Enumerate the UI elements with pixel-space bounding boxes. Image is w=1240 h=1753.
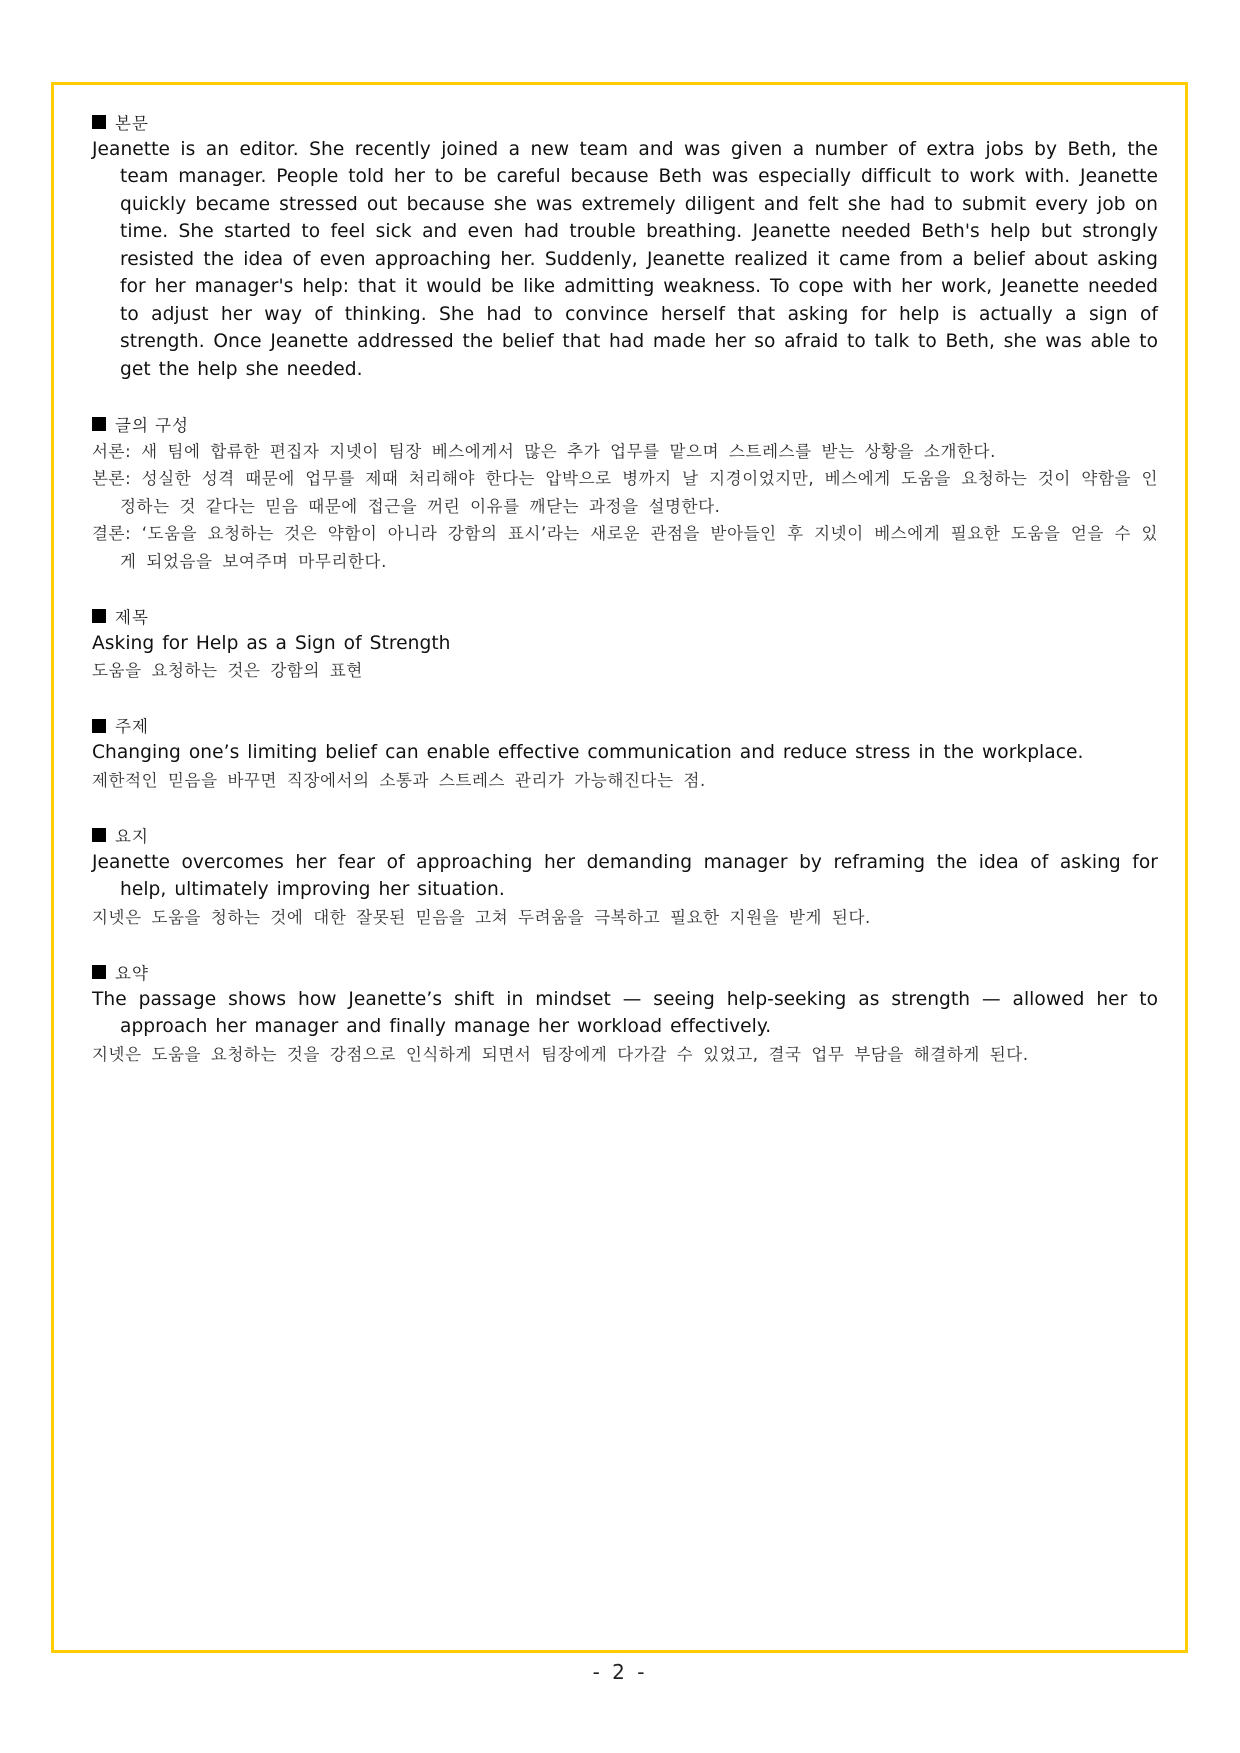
page-number: - 2 - [592,1660,648,1684]
section-heading-label: 요약 [115,963,149,983]
structure-body: 본론: 성실한 성격 때문에 업무를 제때 처리해야 한다는 압박으로 병까지 날 지경이었지만, 베스에게 도움을 요청하는 것이 약함을 인정하는 것 같다는 믿음 때문에 접근을 꺼린 이유를 깨닫는 과정을 설명한다. [92,469,1158,516]
gist-korean: 지넷은 도움을 청하는 것에 대한 잘못된 믿음을 고쳐 두려움을 극복하고 필요한 지원을 받게 된다. [92,907,871,927]
black-square-bullet-icon [92,115,106,129]
title-korean: 도움을 요청하는 것은 강함의 표현 [92,661,363,680]
gist-english: Jeanette overcomes her fear of approaching her demanding manager by reframing the idea of asking for help, ultimately improving her situation. [92,851,1158,900]
section-gist [92,821,1158,931]
section-title [92,602,1158,685]
black-square-bullet-icon [92,719,106,733]
topic-english: Changing one’s limiting belief can enable effective communication and reduce stress in the workplace. [92,742,1084,763]
section-heading-label: 주제 [115,717,149,737]
body-paragraph: Jeanette is an editor. She recently joined a new team and was given a number of extra jobs by Beth, the team manager. People told her to be careful because Beth was especially difficult to work with. Jeanette quickly became stressed out because she was extremely diligent and felt she had to submit every job on time. She started to feel sick and even had trouble breathing. Jeanette needed Beth's help but strongly resisted the idea of even approaching her. Suddenly, Jeanette realized it came from a belief about asking for her manager's help: that it would be like admitting weakness. To cope with her work, Jeanette needed to adjust her way of thinking. She had to convince herself that asking for help is actually a sign of strength. Once Jeanette addressed the belief that had made her so afraid to talk to Beth, she was able to get the help she needed. [92,138,1158,380]
structure-intro: 서론: 새 팀에 합류한 편집자 지넷이 팀장 베스에게서 많은 추가 업무를 맡으며 스트레스를 받는 상황을 소개한다. [92,441,996,461]
summary-korean: 지넷은 도움을 요청하는 것을 강점으로 인식하게 되면서 팀장에게 다가갈 수 있었고, 결국 업무 부담을 해결하게 된다. [92,1044,1029,1064]
document-content [92,108,1158,1095]
section-heading [92,410,1158,438]
section-heading [92,602,1158,630]
section-body-text [92,108,1158,383]
section-topic [92,712,1158,795]
topic-korean: 제한적인 믿음을 바꾸면 직장에서의 소통과 스트레스 관리가 가능해진다는 점. [92,770,706,790]
black-square-bullet-icon [92,828,106,842]
section-heading-label: 요지 [115,826,149,846]
summary-english: The passage shows how Jeanette’s shift in mindset — seeing help-seeking as strength — allowed her to approach her manager and finally manage her workload effectively. [92,988,1158,1037]
section-heading [92,958,1158,986]
section-heading [92,712,1158,740]
section-heading-label: 본문 [115,113,149,133]
structure-conclusion: 결론: ‘도움을 요청하는 것은 약함이 아니라 강함의 표시’라는 새로운 관점을 받아들인 후 지넷이 베스에게 필요한 도움을 얻을 수 있게 되었음을 보여주며 마무리한다. [92,524,1158,571]
title-english: Asking for Help as a Sign of Strength [92,632,451,654]
section-heading-label: 제목 [115,607,149,627]
black-square-bullet-icon [92,417,106,431]
section-heading [92,821,1158,849]
section-heading-label: 글의 구성 [115,415,190,435]
black-square-bullet-icon [92,609,106,623]
section-structure [92,410,1158,575]
section-summary [92,958,1158,1068]
black-square-bullet-icon [92,965,106,979]
section-heading [92,108,1158,136]
